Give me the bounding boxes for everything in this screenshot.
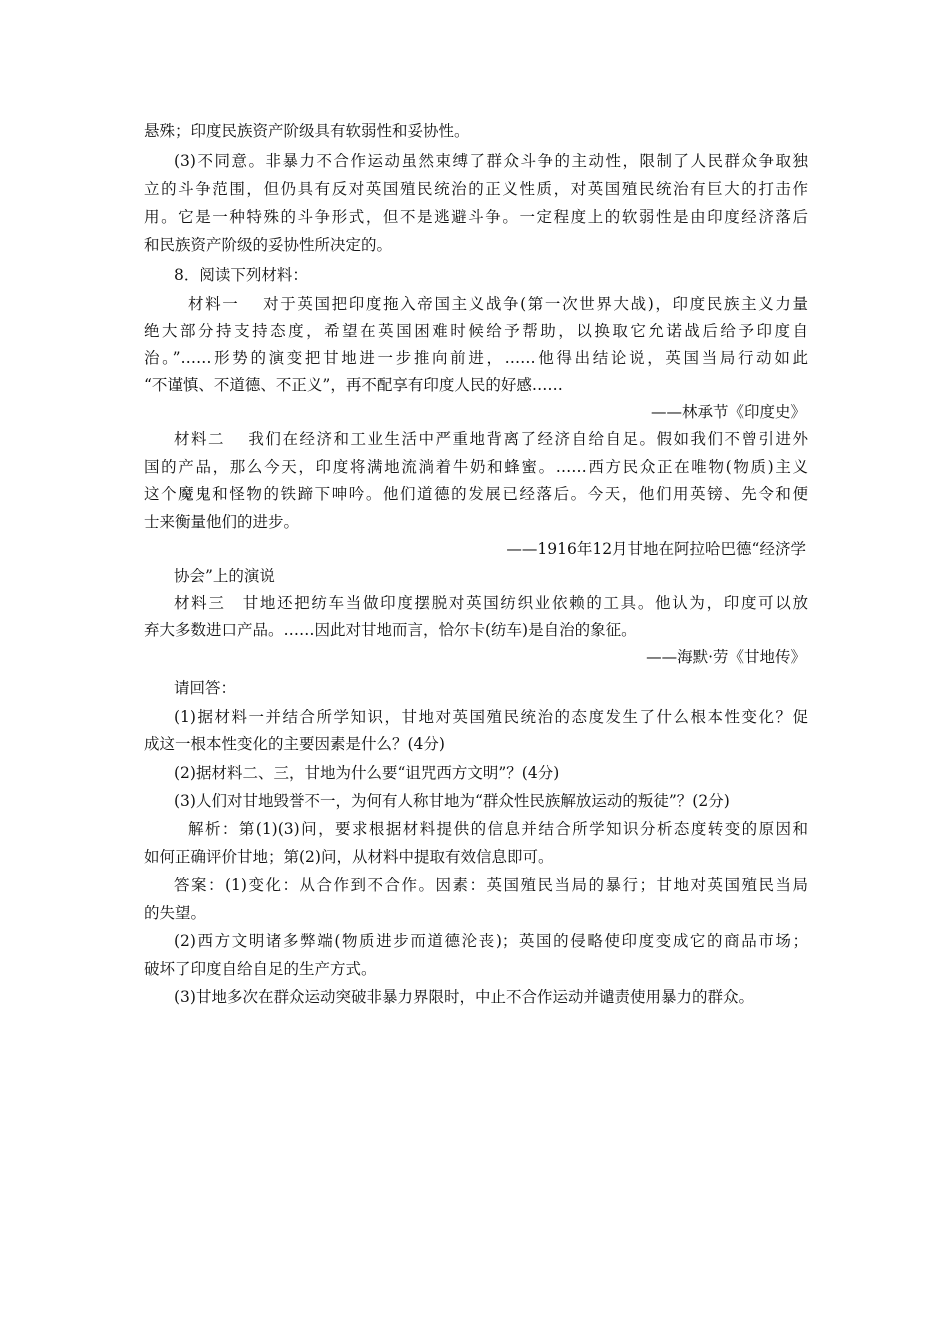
material2-source-cont: 协会”上的演说 <box>174 567 275 585</box>
answer3-prev-line: 和民族资产阶级的妥协性所决定的。 <box>144 236 393 254</box>
material3-line: 弃大多数进口产品。……因此对甘地而言，恰尔卡(纺车)是自治的象征。 <box>144 621 637 639</box>
material1-line: 材料一 对于英国把印度拖入帝国主义战争(第一次世界大战)，印度民族主义力量 <box>188 295 808 313</box>
answer3-prev-line: (3)不同意。非暴力不合作运动虽然束缚了群众斗争的主动性，限制了人民群众争取独 <box>174 152 808 170</box>
material2-line: 国的产品，那么今天，印度将满地流淌着牛奶和蜂蜜。……西方民众正在唯物(物质)主义 <box>144 458 808 476</box>
material1-line: 绝大部分持支持态度，希望在英国困难时候给予帮助，以换取它允诺战后给予印度自 <box>144 322 808 340</box>
question-1-line: (1)据材料一并结合所学知识，甘地对英国殖民统治的态度发生了什么根本性变化？促 <box>174 708 808 726</box>
answer-line: 的失望。 <box>144 904 207 922</box>
question-3: (3)人们对甘地毁誉不一，为何有人称甘地为“群众性民族解放运动的叛徒”？(2分) <box>174 792 730 810</box>
material3-source: ——海默·劳《甘地传》 <box>646 648 806 666</box>
answer-prompt: 请回答： <box>174 679 237 697</box>
answer-line: 答案：(1)变化：从合作到不合作。因素：英国殖民当局的暴行；甘地对英国殖民当局 <box>174 876 808 894</box>
material1-source: ——林承节《印度史》 <box>650 403 806 421</box>
material2-line: 士来衡量他们的进步。 <box>144 513 300 531</box>
analysis-line: 如何正确评价甘地；第(2)问，从材料中提取有效信息即可。 <box>144 848 554 866</box>
material1-line: “不谨慎、不道德、不正义”，再不配享有印度人民的好感…… <box>144 376 563 394</box>
analysis-line: 解析：第(1)(3)问，要求根据材料提供的信息并结合所学知识分析态度转变的原因和 <box>188 820 808 838</box>
answer3-prev-line: 用。它是一种特殊的斗争形式，但不是逃避斗争。一定程度上的软弱性是由印度经济落后 <box>144 208 808 226</box>
paragraph-end: 悬殊；印度民族资产阶级具有软弱性和妥协性。 <box>144 122 470 140</box>
question-1-line: 成这一根本性变化的主要因素是什么？(4分) <box>144 735 445 753</box>
question-8-heading: 8．阅读下列材料： <box>174 266 308 284</box>
material3-line: 材料三 甘地还把纺车当做印度摆脱对英国纺织业依赖的工具。他认为，印度可以放 <box>174 594 808 612</box>
material2-line: 这个魔鬼和怪物的铁蹄下呻吟。他们道德的发展已经落后。今天，他们用英镑、先令和便 <box>144 485 808 503</box>
answer2-line: (2)西方文明诸多弊端(物质进步而道德沦丧)；英国的侵略使印度变成它的商品市场； <box>174 932 808 950</box>
answer3-prev-line: 立的斗争范围，但仍具有反对英国殖民统治的正义性质，对英国殖民统治有巨大的打击作 <box>144 180 808 198</box>
question-2: (2)据材料二、三，甘地为什么要“诅咒西方文明”？(4分) <box>174 764 560 782</box>
material2-source: ——1916年12月甘地在阿拉哈巴德“经济学 <box>506 540 806 558</box>
material1-line: 治。”……形势的演变把甘地进一步推向前进，……他得出结论说，英国当局行动如此 <box>144 349 808 367</box>
answer3-line: (3)甘地多次在群众运动突破非暴力界限时，中止不合作运动并谴责使用暴力的群众。 <box>174 988 754 1006</box>
material2-line: 材料二 我们在经济和工业生活中严重地背离了经济自给自足。假如我们不曾引进外 <box>174 430 808 448</box>
answer2-line: 破坏了印度自给自足的生产方式。 <box>144 960 377 978</box>
